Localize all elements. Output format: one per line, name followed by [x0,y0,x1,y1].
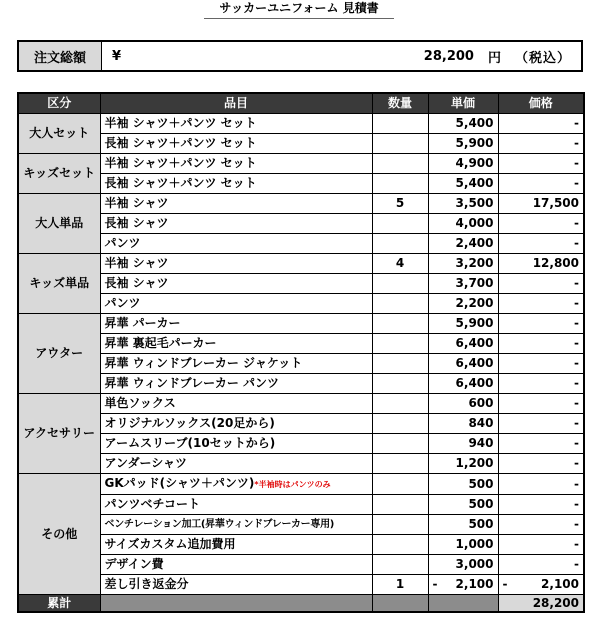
price-cell: - [498,495,584,515]
qty-cell [372,414,428,434]
price-cell: - [498,434,584,454]
item-label: 長袖 シャツ [104,276,169,290]
item-label: 半袖 シャツ [104,256,169,270]
table-row [18,214,584,234]
item-label: 長袖 シャツ [104,216,169,230]
qty-cell [372,274,428,294]
table-row [18,254,584,274]
item-label: パンツ [104,296,141,310]
qty-cell [372,454,428,474]
header-item: 品目 [100,93,372,114]
table-row [18,414,584,434]
item-cell [100,114,372,134]
table-row [18,154,584,174]
tax-included-note: （税込） [514,50,571,66]
item-label: GKパッド(シャツ＋パンツ) [104,476,255,490]
item-cell [100,254,372,274]
qty-cell [372,234,428,254]
footer-row [18,595,584,613]
category-cell: 大人単品 [18,194,100,254]
price-cell: 12,800 [498,254,584,274]
item-cell [100,174,372,194]
order-total-box [17,40,583,72]
item-cell [100,555,372,575]
item-cell [100,535,372,555]
qty-cell [372,495,428,515]
unit-price-cell: 840 [428,414,498,434]
price-cell: - [498,154,584,174]
qty-cell [372,134,428,154]
item-label: パンツ [104,236,141,250]
minus-sign: - [432,577,438,591]
item-label: パンツベチコート [104,497,201,511]
table-row [18,174,584,194]
category-cell: アクセサリー [18,394,100,474]
qty-cell: 4 [372,254,428,274]
price-cell: - [498,214,584,234]
price-cell: - [498,234,584,254]
footer-total: 28,200 [498,595,584,613]
qty-cell: 5 [372,194,428,214]
item-label: 単色ソックス [104,396,176,410]
category-cell: キッズ単品 [18,254,100,314]
footer-blank [372,595,428,613]
item-cell [100,194,372,214]
item-label: 昇華 裏起毛パーカー [104,336,217,350]
unit-price-cell: 5,900 [428,314,498,334]
qty-cell [372,515,428,535]
item-cell [100,274,372,294]
price-cell: - [498,274,584,294]
item-label: 長袖 シャツ＋パンツ セット [104,136,257,150]
table-row [18,314,584,334]
item-cell [100,434,372,454]
header-category: 区分 [18,93,100,114]
price-cell: - [498,374,584,394]
item-cell [100,575,372,595]
order-total-value [102,42,581,70]
table-row [18,194,584,214]
category-cell: アウター [18,314,100,394]
order-total-label: 注文総額 [19,42,102,70]
price-value: 2,100 [541,577,579,591]
qty-cell [372,354,428,374]
item-label: ベンチレーション加工(昇華ウィンドブレーカー専用) [104,519,335,530]
price-cell: - [498,454,584,474]
item-label: アンダーシャツ [104,456,188,470]
item-label: 差し引き返金分 [104,577,189,591]
item-label: 昇華 パーカー [104,316,181,330]
unit-price-cell: 5,400 [428,114,498,134]
unit-price-cell: 500 [428,474,498,495]
item-label: 昇華 ウィンドブレーカー パンツ [104,376,280,390]
header-unit-price: 単価 [428,93,498,114]
price-cell: - [498,535,584,555]
price-cell [498,575,584,595]
price-cell: - [498,314,584,334]
item-note: *半袖時はパンツのみ [254,480,331,489]
item-label: 半袖 シャツ＋パンツ セット [104,116,257,130]
unit-price-cell: 1,000 [428,535,498,555]
table-row [18,134,584,154]
qty-cell [372,374,428,394]
yen-sign: ¥ [112,48,122,64]
unit-price-cell: 940 [428,434,498,454]
unit-price-cell: 4,900 [428,154,498,174]
qty-cell [372,474,428,495]
item-label: 昇華 ウィンドブレーカー ジャケット [104,356,303,370]
price-cell: - [498,134,584,154]
qty-cell [372,394,428,414]
unit-price-cell: 6,400 [428,334,498,354]
unit-price-cell: 4,000 [428,214,498,234]
table-row [18,535,584,555]
order-total-unit: 円 [487,50,501,66]
table-row [18,274,584,294]
price-cell: - [498,474,584,495]
item-cell [100,454,372,474]
unit-price-cell: 3,200 [428,254,498,274]
page-title: サッカーユニフォーム 見積書 [204,0,394,19]
footer-blank [100,595,372,613]
order-total-amount: 28,200 [423,48,474,64]
price-cell: - [498,394,584,414]
table-header-row [18,93,584,114]
item-cell [100,495,372,515]
qty-cell [372,334,428,354]
qty-cell [372,434,428,454]
category-cell: 大人セット [18,114,100,154]
table-row [18,474,584,495]
item-cell [100,474,372,495]
table-row [18,354,584,374]
item-cell [100,394,372,414]
unit-price-cell: 5,900 [428,134,498,154]
item-cell [100,134,372,154]
price-cell: - [498,294,584,314]
price-cell: - [498,515,584,535]
table-row [18,495,584,515]
qty-cell [372,114,428,134]
table-row [18,394,584,414]
table-row [18,114,584,134]
unit-price-value: 2,100 [455,577,494,591]
item-label: アームスリーブ(10セットから) [104,436,276,450]
qty-cell: 1 [372,575,428,595]
price-cell: - [498,555,584,575]
table-body [18,114,584,595]
item-cell [100,414,372,434]
price-cell: - [498,334,584,354]
table-row [18,434,584,454]
unit-price-cell: 2,400 [428,234,498,254]
unit-price-cell: 6,400 [428,374,498,394]
price-cell: - [498,414,584,434]
table-row [18,234,584,254]
table-row [18,555,584,575]
unit-price-cell: 1,200 [428,454,498,474]
header-price: 価格 [498,93,584,114]
header-qty: 数量 [372,93,428,114]
qty-cell [372,154,428,174]
unit-price-cell [428,575,498,595]
estimate-table [17,92,585,613]
category-cell: その他 [18,474,100,595]
qty-cell [372,314,428,334]
item-label: 半袖 シャツ [104,196,169,210]
unit-price-cell: 2,200 [428,294,498,314]
unit-price-cell: 6,400 [428,354,498,374]
unit-price-cell: 3,000 [428,555,498,575]
table-row [18,515,584,535]
unit-price-cell: 500 [428,515,498,535]
qty-cell [372,294,428,314]
item-cell [100,234,372,254]
item-label: 長袖 シャツ＋パンツ セット [104,176,257,190]
qty-cell [372,555,428,575]
unit-price-cell: 3,500 [428,194,498,214]
item-cell [100,294,372,314]
table-row [18,334,584,354]
item-cell [100,314,372,334]
table-row [18,374,584,394]
item-label: デザイン費 [104,557,164,571]
item-cell [100,354,372,374]
qty-cell [372,174,428,194]
table-row [18,575,584,595]
minus-sign: - [502,577,508,591]
item-label: サイズカスタム追加費用 [104,537,236,551]
item-cell [100,334,372,354]
footer-label: 累計 [18,595,100,613]
price-cell: - [498,114,584,134]
category-cell: キッズセット [18,154,100,194]
item-cell [100,374,372,394]
item-cell [100,154,372,174]
unit-price-cell: 500 [428,495,498,515]
qty-cell [372,535,428,555]
unit-price-cell: 5,400 [428,174,498,194]
item-label: 半袖 シャツ＋パンツ セット [104,156,257,170]
item-cell [100,214,372,234]
table-row [18,294,584,314]
price-cell: - [498,174,584,194]
item-cell [100,515,372,535]
item-label: オリジナルソックス(20足から) [104,416,275,430]
table-row [18,454,584,474]
footer-blank [428,595,498,613]
price-cell: - [498,354,584,374]
unit-price-cell: 3,700 [428,274,498,294]
unit-price-cell: 600 [428,394,498,414]
qty-cell [372,214,428,234]
price-cell: 17,500 [498,194,584,214]
